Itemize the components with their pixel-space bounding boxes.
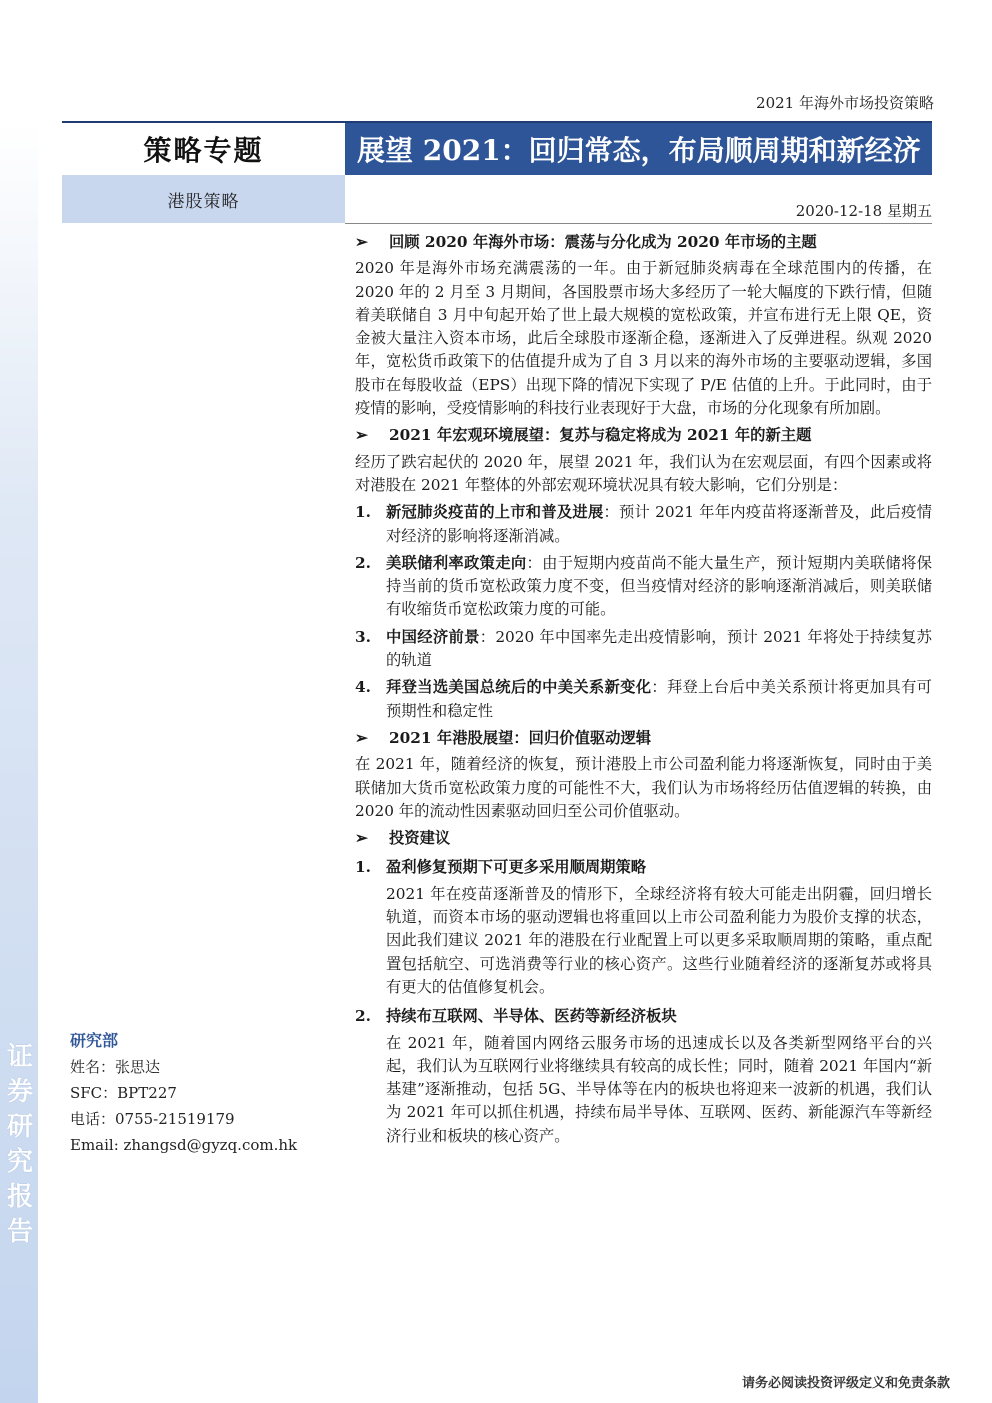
report-date: 2020-12-18 星期五 [795, 202, 932, 220]
subcategory-label: 港股策略 [62, 175, 345, 223]
analyst-phone: 电话：0755-21519179 [70, 1110, 235, 1128]
arrow-bullet-icon: ➢ [355, 728, 368, 747]
side-char: 报 [6, 1182, 33, 1212]
section-paragraph: 在 2021 年，随着经济的恢复，预计港股上市公司盈利能力将逐渐恢复，同时由于美联储加大货币宽松政策力度的可能性不大，我们认为市场将经历估值逻辑的转换，由 2020 年的流动性因素驱动回归至公司价值驱动。 [355, 755, 932, 820]
list-number: 1. [355, 503, 371, 522]
list-number: 4. [355, 678, 371, 697]
investment-paragraph: 在 2021 年，随着国内网络云服务市场的迅速成长以及各类新型网络平台的兴起，我们认为互联网行业将继续具有较高的成长性；同时，随着 2021 年国内“新基建”逐渐推动，包括 5G、半导体等在内的板块也将迎来一波新的机遇，我们认为 2021 年可以抓住机遇，持续布局半导体、互联网、医药、新能源汽车等新经济行业和板块的核心资产。 [386, 1033, 932, 1145]
disclaimer-footer: 请务必阅读投资评级定义和免责条款 [741, 1376, 950, 1391]
category-label: 策略专题 [143, 134, 264, 167]
analyst-email: Email: zhangsd@gyzq.com.hk [70, 1136, 298, 1154]
arrow-bullet-icon: ➢ [355, 829, 368, 848]
section-title: 2021 年港股展望：回归价值驱动逻辑 [389, 728, 652, 747]
side-char: 告 [6, 1217, 33, 1247]
list-item-title: 美联储利率政策走向 [386, 553, 527, 572]
side-char: 研 [6, 1112, 33, 1142]
list-number: 2. [355, 553, 371, 572]
section-heading [355, 424, 932, 447]
arrow-bullet-icon: ➢ [355, 426, 368, 445]
investment-paragraph: 2021 年在疫苗逐渐普及的情形下，全球经济将有较大可能走出阴霾，回归增长轨道，而资本市场的驱动逻辑也将重回以上市公司盈利能力为股价支撑的状态，因此我们建议 2021 年的港股在行业配置上可以更多采取顺周期的策略，重点配置包括航空、可选消费等行业的核心资产。这些行业随着经济的逐渐复苏或将具有更大的估值修复机会。 [386, 884, 932, 996]
list-number: 3. [355, 627, 371, 646]
report-title: 展望 2021：回归常态，布局顺周期和新经济 [345, 123, 932, 175]
analyst-name: 姓名：张思达 [70, 1058, 161, 1076]
list-item-text: ：2020 年中国率先走出疫情影响，预计 2021 年将处于持续复苏的轨道 [386, 627, 932, 670]
side-char: 究 [6, 1147, 33, 1177]
arrow-bullet-icon: ➢ [355, 233, 368, 251]
list-item-title: 中国经济前景 [386, 627, 480, 646]
investment-heading [355, 856, 932, 879]
list-number: 1. [355, 858, 371, 877]
investment-heading [355, 1005, 932, 1028]
list-item-text: ：拜登上台后中美关系预计将更加具有可预期性和稳定性 [386, 678, 932, 720]
list-item [355, 626, 932, 673]
main-content [355, 228, 932, 1152]
list-item-title: 拜登当选美国总统后的中美关系新变化 [386, 678, 652, 697]
running-title: 2021 年海外市场投资策略 [756, 94, 934, 112]
section-paragraph: 经历了跌宕起伏的 2020 年，展望 2021 年，我们认为在宏观层面，有四个因素或将对港股在 2021 年整体的外部宏观环境状况具有较大影响，它们分别是： [355, 452, 932, 494]
analyst-sfc: SFC：BPT227 [70, 1084, 177, 1102]
list-item [355, 552, 932, 622]
list-number: 2. [355, 1007, 371, 1026]
department-name: 研究部 [70, 1031, 119, 1050]
list-item-text: ：由于短期内疫苗尚不能大量生产，预计短期内美联储将保持当前的货币宽松政策力度不变，但当疫情对经济的影响逐渐消减后，则美联储有收缩货币宽松政策力度的可能。 [386, 553, 932, 619]
section-title: 回顾 2020 年海外市场：震荡与分化成为 2020 年市场的主题 [389, 233, 817, 251]
side-char: 券 [6, 1077, 33, 1107]
analyst-contact [70, 1028, 330, 1158]
date-rule [345, 223, 932, 224]
section-title: 投资建议 [389, 829, 451, 848]
list-item-title: 新冠肺炎疫苗的上市和普及进展 [386, 503, 604, 522]
section-paragraph: 2020 年是海外市场充满震荡的一年。由于新冠肺炎病毒在全球范围内的传播，在 2020 年的 2 月至 3 月期间，各国股票市场大多经历了一轮大幅度的下跌行情，但随着美联储自 3 月中旬起开始了世上最大规模的宽松政策，并宣布进行无上限 QE，资金被大量注入资本市场，此后全球股市逐渐企稳，逐渐进入了反弹进程。纵观 2020 年，宽松货币政策下的估值提升成为了自 3 月以来的海外市场的主要驱动逻辑，多国股市在每股收益（EPS）出现下降的情况下实现了 P/E 估值的上升。于此同时，由于疫情的影响，受疫情影响的科技行业表现好于大盘，市场的分化现象有所加剧。 [355, 259, 932, 418]
side-char: 证 [6, 1042, 33, 1072]
section-title: 2021 年宏观环境展望：复苏与稳定将成为 2021 年的新主题 [389, 426, 812, 445]
section-heading [355, 727, 932, 750]
list-item [355, 676, 932, 723]
list-item-text: ：预计 2021 年年内疫苗将逐渐普及，此后疫情对经济的影响将逐渐消减。 [386, 503, 932, 545]
investment-title: 盈利修复预期下可更多采用顺周期策略 [386, 858, 647, 877]
investment-title: 持续布互联网、半导体、医药等新经济板块 [386, 1007, 677, 1026]
section-heading [355, 827, 932, 850]
side-label [4, 1040, 36, 1250]
list-item [355, 501, 932, 548]
section-heading [355, 231, 932, 254]
